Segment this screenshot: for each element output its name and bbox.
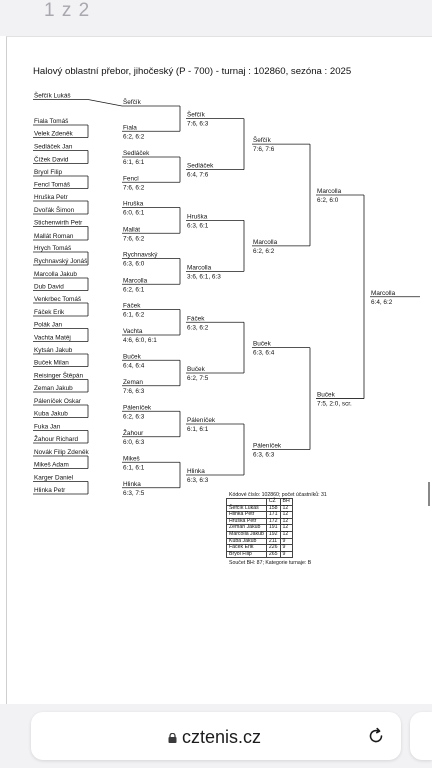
bracket-player-name: Fáček xyxy=(187,315,205,323)
summary-bh: 12 xyxy=(280,525,292,532)
summary-table xyxy=(226,498,293,558)
summary-name: Marcolla Jakub xyxy=(227,531,267,538)
bracket-player-name: Rychnavský Jonáš xyxy=(34,258,88,265)
bracket-match-score: 6:2, 6:3 xyxy=(123,413,145,421)
summary-name: Zeman Jakub xyxy=(227,525,267,532)
summary-name: Kuba Jakub xyxy=(227,538,267,545)
bracket-player-name: Hrych Tomáš xyxy=(34,245,72,252)
document-title: Halový oblastní přebor, jihočeský (P - 700) - turnaj : 102860, sezóna : 2025 xyxy=(33,66,352,77)
bracket-match-score: 4:6, 6:0, 6:1 xyxy=(123,337,157,344)
bracket-match-score: 7:6, 6:3 xyxy=(123,387,145,395)
summary-bh: 9 xyxy=(280,545,292,552)
bracket-player-name: Marcolla xyxy=(123,277,148,285)
bracket-player-name: Marcolla xyxy=(187,264,212,272)
bracket-player-name: Fencl xyxy=(123,175,139,183)
bracket-player-name: Šefčík xyxy=(253,137,271,145)
bracket-player-name: Páleníček xyxy=(187,417,216,424)
bracket-match-score: 6:4, 7:6 xyxy=(187,171,209,179)
scroll-indicator[interactable] xyxy=(428,482,430,506)
bracket-player-name: Bryol Filip xyxy=(34,169,63,176)
bracket-player-name: Mikeš xyxy=(123,455,140,463)
bracket-match-score: 6:3, 6:4 xyxy=(253,349,275,357)
summary-bh: 9 xyxy=(280,551,292,558)
bracket-match-score: 7:6, 6:3 xyxy=(187,120,209,128)
bracket-player-name: Velek Zdeněk xyxy=(34,130,73,138)
bracket-player-name: Fáček Erik xyxy=(34,309,65,316)
bracket-match-score: 6:2, 6:2 xyxy=(123,133,145,141)
summary-name: Bryol Filip xyxy=(227,551,267,558)
bracket-player-name: Reisinger Štěpán xyxy=(34,372,84,380)
bracket-player-name: Vachta xyxy=(123,328,143,335)
bracket-player-name: Sedláček xyxy=(187,162,214,170)
bracket-match-score: 6:3, 6:3 xyxy=(253,451,275,459)
bracket-player-name: Mallát xyxy=(123,226,141,234)
bracket-player-name: Venkrbec Tomáš xyxy=(34,296,82,303)
url-text[interactable]: cztenis.cz xyxy=(182,727,262,747)
bracket-player-name: Fencl Tomáš xyxy=(34,181,71,189)
next-tab-preview[interactable] xyxy=(410,712,432,760)
bracket-player-name: Šefčík Lukáš xyxy=(34,92,71,100)
bracket-player-name: Sedláček xyxy=(123,150,150,157)
bracket-player-name: Hlinka xyxy=(123,480,141,488)
bracket-player-name: Šefčík xyxy=(123,99,141,106)
bracket-match-score: 6:1, 6:2 xyxy=(123,311,145,319)
summary-bh: 12 xyxy=(280,512,292,519)
bracket-player-name: Fáček xyxy=(123,302,141,310)
bracket-match-score: 6:1, 6:1 xyxy=(123,159,145,166)
summary-cz: 192 xyxy=(266,531,280,538)
summary-cz: 211 xyxy=(266,538,280,545)
bracket-player-name: Hruška xyxy=(123,200,144,208)
bracket-match-score: 6:3, 6:1 xyxy=(187,222,209,230)
summary-header-bh: BH xyxy=(280,499,292,506)
summary-caption: Kódové číslo: 102860; počet účastníků: 31 xyxy=(229,492,327,498)
bracket-player-name: Hlinka xyxy=(187,468,205,475)
bracket-player-name: Karger Daniel xyxy=(34,474,74,482)
bracket-player-name: Mikeš Adam xyxy=(34,461,69,469)
bracket-match-score: 6:4, 6:4 xyxy=(123,362,145,370)
bracket-match-score: 6:3, 7:5 xyxy=(123,489,145,497)
summary-name: Fáček Erik xyxy=(227,545,267,552)
bracket-player-name: Páleníček xyxy=(253,442,282,450)
bracket-player-name: Páleníček Oskar xyxy=(34,398,81,405)
summary-cz: 171 xyxy=(266,512,280,519)
bracket-match-score: 6:3, 6:2 xyxy=(187,324,209,332)
bracket-player-name: Vachta Matěj xyxy=(34,334,71,342)
summary-cz: 265 xyxy=(266,551,280,558)
bracket-player-name: Marcolla xyxy=(317,188,342,195)
bracket-match-score: 6:2, 6:1 xyxy=(123,286,145,294)
bracket-match-score: 7:5, 2:0, scr. xyxy=(317,400,352,408)
summary-cz: 226 xyxy=(266,545,280,552)
summary-cz: 158 xyxy=(266,505,280,512)
bracket-player-name: Buček xyxy=(253,340,271,348)
bracket-match-score: 6:3, 6:3 xyxy=(187,477,209,484)
bracket-match-score: 6:3, 6:0 xyxy=(123,260,145,268)
bracket-match-score: 6:0, 6:1 xyxy=(123,209,145,217)
bracket-player-name: Žahour Richard xyxy=(34,436,79,443)
bracket-player-name: Marcolla Jakub xyxy=(34,271,77,278)
bracket-match-score: 6:2, 7:5 xyxy=(187,375,209,382)
summary-bh: 12 xyxy=(280,518,292,525)
lock-icon xyxy=(168,733,177,743)
summary-footer: Součet BH: 87; Kategorie turnaje: B xyxy=(229,560,312,566)
bracket-player-name: Šefčík xyxy=(187,111,205,119)
bracket-player-name: Fiala Tomáš xyxy=(34,118,69,125)
bracket-player-name: Rychnavský xyxy=(123,251,158,259)
bracket-player-name: Buček xyxy=(317,391,335,399)
bracket-bye-connector xyxy=(88,100,122,107)
bracket-player-name: Kytsán Jakub xyxy=(34,347,73,354)
bracket-player-name: Fiala xyxy=(123,124,137,132)
bracket-player-name: Dvořák Šimon xyxy=(34,207,75,214)
bracket-player-name: Dub David xyxy=(34,283,64,291)
bracket-player-name: Buček xyxy=(123,353,141,361)
summary-cz: 191 xyxy=(266,525,280,532)
bracket-player-name: Mallát Roman xyxy=(34,233,74,240)
bracket-player-name: Hlinka Petr xyxy=(34,487,66,494)
bracket-player-name: Páleníček xyxy=(123,404,152,412)
bracket-player-name: Čížek David xyxy=(34,156,69,164)
summary-name: Hruška Petr xyxy=(227,518,267,525)
bracket-player-name: Fuka Jan xyxy=(34,423,61,431)
summary-cz: 172 xyxy=(266,518,280,525)
bracket-match-score: 6:0, 6:3 xyxy=(123,438,145,446)
summary-bh: 12 xyxy=(280,531,292,538)
bracket-player-name: Hruška xyxy=(187,213,208,221)
bracket-match-score: 6:1, 6:1 xyxy=(187,426,209,433)
summary-name: Hlinka Petr xyxy=(227,512,267,519)
bracket-player-name: Marcolla xyxy=(371,289,396,297)
bracket-match-score: 7:6, 7:6 xyxy=(253,146,275,154)
bracket-match-score: 6:2, 6:0 xyxy=(317,197,339,204)
bracket-player-name: Sedláček Jan xyxy=(34,143,73,151)
bracket-player-name: Novák Filip Zdeněk xyxy=(34,449,89,456)
summary-bh: 12 xyxy=(280,505,292,512)
bracket-player-name: Buček xyxy=(187,366,205,373)
bracket-player-name: Žahour xyxy=(123,429,144,437)
bracket-player-name: Buček Milan xyxy=(34,359,69,367)
bracket-player-name: Kuba Jakub xyxy=(34,410,68,418)
reload-icon[interactable] xyxy=(366,726,386,746)
summary-bh: 9 xyxy=(280,538,292,545)
bracket-match-score: 6:1, 6:1 xyxy=(123,464,145,472)
bracket-match-score: 3:6, 6:1, 6:3 xyxy=(187,273,221,281)
bracket-match-score: 6:4, 6:2 xyxy=(371,298,393,306)
bracket-match-score: 7:6, 6:2 xyxy=(123,184,145,192)
bracket-player-name: Polák Jan xyxy=(34,321,63,329)
bracket-player-name: Stichenwirth Petr xyxy=(34,219,83,227)
bracket-player-name: Zeman xyxy=(123,378,143,386)
summary-name: Šefčík Lukáš xyxy=(227,505,267,512)
bracket-player-name: Hruška Petr xyxy=(34,194,68,201)
bracket-match-score: 6:2, 6:2 xyxy=(253,247,275,255)
bracket-player-name: Zeman Jakub xyxy=(34,385,73,392)
bracket-match-score: 7:6, 6:2 xyxy=(123,235,145,243)
bracket-player-name: Marcolla xyxy=(253,238,278,246)
page-indicator: 1 z 2 xyxy=(44,0,91,21)
summary-header-cz: CŽ xyxy=(266,499,280,506)
table-row xyxy=(227,551,293,558)
